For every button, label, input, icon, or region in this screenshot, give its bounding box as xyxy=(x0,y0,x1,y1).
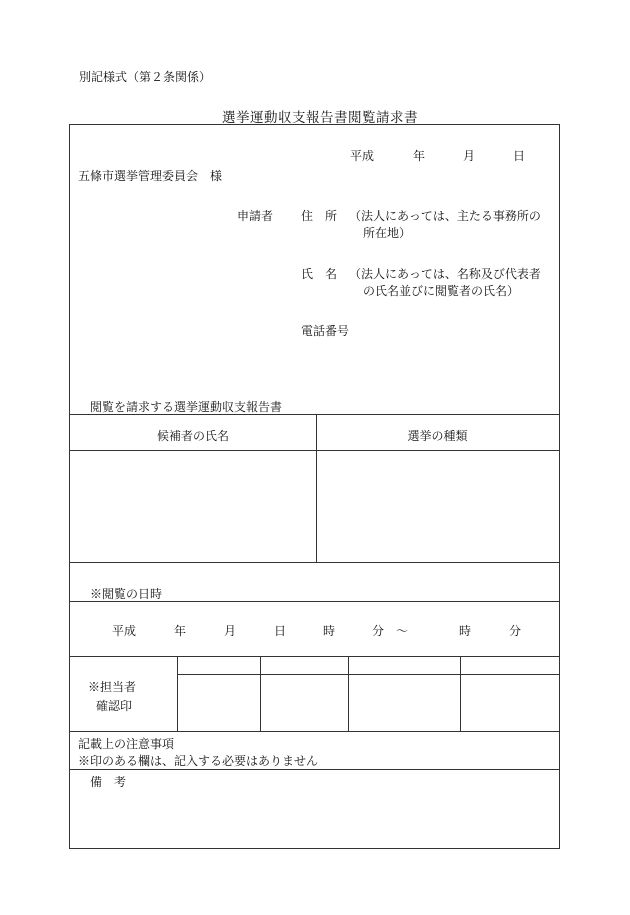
viewing-year: 年 xyxy=(174,624,187,638)
election-type-cell[interactable] xyxy=(317,451,558,561)
divider xyxy=(70,562,559,563)
viewing-minute: 分 xyxy=(372,624,385,638)
stamp-cell[interactable] xyxy=(349,675,460,730)
phone-label: 電話番号 xyxy=(301,324,350,338)
viewing-hour-2: 時 xyxy=(459,624,472,638)
viewing-month: 月 xyxy=(224,624,237,638)
stamp-cell[interactable] xyxy=(461,675,558,730)
notes-line-1: ※印のある欄は、記入する必要はありません xyxy=(78,754,319,768)
form-box xyxy=(69,124,560,849)
header-note: 別記様式（第２条関係） xyxy=(79,70,212,84)
stamp-cell[interactable] xyxy=(261,675,348,730)
applicant-label: 申請者 xyxy=(237,209,274,223)
staff-label-1: ※担当者 xyxy=(88,680,137,694)
viewing-hour: 時 xyxy=(323,624,336,638)
divider xyxy=(70,731,559,732)
divider xyxy=(70,414,559,415)
divider xyxy=(70,656,559,657)
address-label: 住 所 xyxy=(301,209,338,223)
viewing-day: 日 xyxy=(274,624,287,638)
date-month: 月 xyxy=(463,149,476,163)
name-note-2: の氏名並びに閲覧者の氏名） xyxy=(363,284,520,298)
stamp-cell[interactable] xyxy=(178,675,260,730)
col-header-election: 選挙の種類 xyxy=(407,429,468,443)
viewing-minute-2: 分 xyxy=(509,624,522,638)
date-day: 日 xyxy=(513,149,526,163)
addressee: 五條市選挙管理委員会 様 xyxy=(78,169,223,183)
viewing-era: 平成 xyxy=(112,624,137,638)
document-title: 選挙運動収支報告書閲覧請求書 xyxy=(222,110,418,126)
name-note-1: （法人にあっては、名称及び代表者 xyxy=(349,267,541,281)
remarks-label: 備 考 xyxy=(90,775,127,789)
name-label: 氏 名 xyxy=(301,267,338,281)
viewing-tilde: ～ xyxy=(396,624,409,638)
staff-label-2: 確認印 xyxy=(96,699,133,713)
address-note-2: 所在地） xyxy=(363,226,412,240)
divider xyxy=(70,769,559,770)
report-section-heading: 閲覧を請求する選挙運動収支報告書 xyxy=(90,400,283,414)
date-era: 平成 xyxy=(350,149,375,163)
remarks-cell[interactable] xyxy=(71,790,558,848)
col-header-candidate: 候補者の氏名 xyxy=(156,429,229,443)
date-year: 年 xyxy=(413,149,426,163)
divider xyxy=(70,601,559,602)
candidate-name-cell[interactable] xyxy=(71,451,315,561)
viewing-heading: ※閲覧の日時 xyxy=(90,587,163,601)
notes-heading: 記載上の注意事項 xyxy=(78,737,175,751)
address-note-1: （法人にあっては、主たる事務所の xyxy=(349,209,541,223)
